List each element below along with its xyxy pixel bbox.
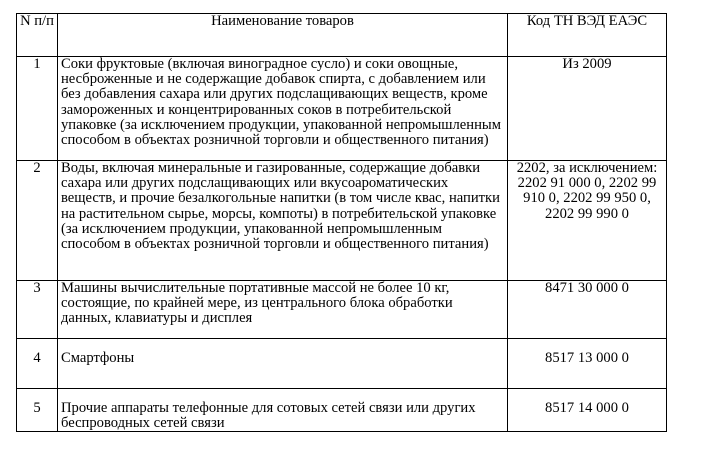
row-name: Прочие аппараты телефонные для сотовых сетей связи или других беспроводных сетей связи bbox=[58, 389, 508, 432]
row-num: 3 bbox=[17, 281, 58, 339]
row-num: 5 bbox=[17, 389, 58, 432]
row-num: 2 bbox=[17, 161, 58, 281]
row-code: 2202, за исключением: 2202 91 000 0, 2202 99 910 0, 2202 99 950 0, 2202 99 990 0 bbox=[508, 161, 667, 281]
row-name: Соки фруктовые (включая виноградное сусло) и соки овощные, несброженные и не содержащие добавок спирта, с добавлением или без добавления сахара или других подслащивающих веществ, кроме замороженных и концентрированных соков в потребительской упаковке (за исключением продукции, упакованной непромышленным способом в объектах розничной торговли и общественного питания) bbox=[58, 57, 508, 161]
header-name: Наименование товаров bbox=[58, 14, 508, 57]
row-name: Воды, включая минеральные и газированные, содержащие добавки сахара или других подслащивающих или вкусоароматических веществ, и прочие безалкогольные напитки (в том числе квас, напитки на растительном сырье, морсы, компоты) в потребительской упаковке (за исключением продукции, упакованной непромышленным способом в объектах розничной торговли и общественного питания) bbox=[58, 161, 508, 281]
table-row bbox=[17, 389, 667, 432]
row-code: Из 2009 bbox=[508, 57, 667, 161]
row-code: 8517 13 000 0 bbox=[508, 339, 667, 389]
header-num: N п/п bbox=[17, 14, 58, 57]
row-name: Машины вычислительные портативные массой не более 10 кг, состоящие, по крайней мере, из центрального блока обработки данных, клавиатуры и дисплея bbox=[58, 281, 508, 339]
row-num: 4 bbox=[17, 339, 58, 389]
row-num: 1 bbox=[17, 57, 58, 161]
header-code: Код ТН ВЭД ЕАЭС bbox=[508, 14, 667, 57]
header-row bbox=[17, 14, 667, 57]
row-name: Смартфоны bbox=[58, 339, 508, 389]
table-row bbox=[17, 161, 667, 281]
row-code: 8471 30 000 0 bbox=[508, 281, 667, 339]
table-row bbox=[17, 57, 667, 161]
row-code: 8517 14 000 0 bbox=[508, 389, 667, 432]
table-row bbox=[17, 339, 667, 389]
table-row bbox=[17, 281, 667, 339]
goods-table bbox=[16, 13, 667, 432]
